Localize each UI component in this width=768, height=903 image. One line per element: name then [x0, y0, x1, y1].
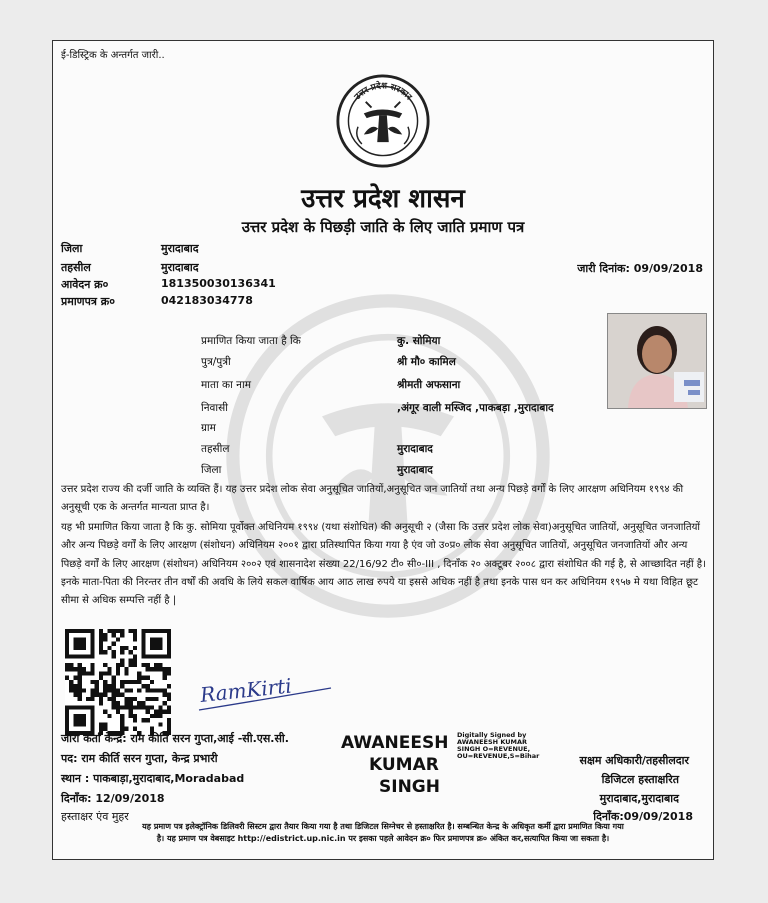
- certificate-number-label: प्रमाणपत्र क्र०: [61, 295, 115, 308]
- application-number-value: 181350030136341: [161, 277, 276, 290]
- resident-address: ,अंगूर वाली मस्जिद ,पाकबड़ा ,मुरादाबाद: [397, 402, 554, 414]
- mother-label: माता का नाम: [201, 379, 251, 391]
- certified-name: कु. सोमिया: [397, 335, 441, 347]
- person-photo-icon: [608, 314, 706, 408]
- issue-date: जारी दिनांक: 09/09/2018: [577, 262, 703, 275]
- issuer-center: जारी कर्ता केन्द्र: राम कीर्ति सरन गुप्ता,आई -सी.एस.सी.: [61, 732, 289, 745]
- digital-sign-detail-2: AWANEESH KUMAR: [457, 738, 528, 746]
- parent-label: पुत्र/पुत्री: [201, 356, 231, 368]
- footer-note: [53, 821, 713, 845]
- authority-place: मुरादाबाद,मुरादाबाद: [599, 792, 679, 805]
- digital-sign-name-line3: SINGH: [379, 777, 440, 797]
- footer-line-2: है। यह प्रमाण पत्र वेबसाइट http://edistrict.up.nic.in पर इसका पहले आवेदन क्र० फिर प्रमाणपत्र क्र० अंकित कर,सत्यापित किया जा सकता है।: [156, 834, 610, 843]
- certified-label: प्रमाणित किया जाता है कि: [201, 335, 301, 347]
- application-number-label: आवेदन क्र०: [61, 278, 109, 291]
- issuer-place: स्थान : पाकबाड़ा,मुरादाबाद,Moradabad: [61, 772, 245, 785]
- tehsil-value: मुरादाबाद: [161, 261, 199, 274]
- qr-code-icon: [65, 629, 171, 735]
- digital-sign-detail-4: OU=REVENUE,S=Bihar: [457, 752, 540, 760]
- digital-sign-detail-1: Digitally Signed by: [457, 731, 527, 739]
- field-district-label: जिला: [201, 464, 222, 476]
- parent-name: श्री मौ० कामिल: [397, 356, 456, 368]
- emblem-text: उत्तर प्रदेश सरकार: [352, 81, 414, 103]
- tehsil-label: तहसील: [61, 261, 91, 274]
- main-title: उत्तर प्रदेश शासन: [301, 184, 465, 214]
- district-value: मुरादाबाद: [161, 242, 199, 255]
- digital-sign-name-line2: KUMAR: [369, 755, 439, 775]
- resident-label: निवासी: [201, 402, 228, 414]
- village-label: ग्राम: [201, 422, 216, 434]
- district-label: जिला: [61, 242, 83, 255]
- issuer-sign-seal: हस्ताक्षर एंव मुहर: [61, 810, 129, 823]
- certificate-document: [52, 40, 714, 860]
- handwritten-signature-icon: [191, 666, 341, 716]
- issuer-post: पद: राम कीर्ति सरन गुप्ता, केन्द्र प्रभारी: [61, 752, 218, 765]
- caste-paragraph: उत्तर प्रदेश राज्य की दर्जी जाति के व्यक्ति हैं। यह उत्तर प्रदेश लोक सेवा अनुसूचित जातियों,अनुसूचित जन जातियों तथा अन्य पिछड़े वर्गों के लिए आरक्षण अधिनियम १९९४ की अनुसूची एक के अन्तर्गत मान्यता प्राप्त है।: [61, 484, 684, 514]
- authority-date: दिनाँक:09/09/2018: [593, 810, 693, 823]
- sub-title: उत्तर प्रदेश के पिछड़ी जाति के लिए जाति प्रमाण पत्र: [241, 218, 525, 236]
- income-paragraph: यह भी प्रमाणित किया जाता है कि कु. सोमिया पूर्वोक्त अधिनियम १९९४ (यथा संशोधित) की अनुसूची २ (जैसा कि उत्तर प्रदेश लोक सेवा)अनुसूचित जातियों, अनुसूचित जनजातियों और अन्य पिछड़े वर्गों के लिए आरक्षण (संशोधन) अधिनियम २००१ द्वारा प्रतिस्थापित किया गया है एंव जो उ०प्र० लोक सेवा अनुसूचित जातियों, अनुसूचित जनजातियों और अन्य पिछड़े वर्गों के लिए आरक्षण (संशोधन) अधिनियम २००२ एवं शासनादेश संख्या 22/16/92 टी० सी०-III , दिनाँक २० अक्टूबर २००८ द्वारा संशोधित की गई है, से आच्छादित नहीं है।इनके माता-पिता की निरन्तर तीन वर्षों की अवधि के लिये सकल वार्षिक आय आठ लाख रुपये या इससे अधिक नहीं है तथा इनके पास धन कर अधिनियम १९५७ मे यथा विहित छूट सीमा से अधिक सम्पत्ति नहीं है |: [61, 522, 706, 607]
- digital-sign-name-line1: AWANEESH: [341, 733, 449, 753]
- issuer-date: दिनाँक: 12/09/2018: [61, 792, 165, 805]
- digital-sign-detail-3: SINGH O=REVENUE,: [457, 745, 531, 753]
- signature-text: RamKirti: [199, 673, 293, 707]
- field-tehsil-label: तहसील: [201, 443, 230, 455]
- up-government-emblem-icon: [335, 73, 431, 169]
- mother-name: श्रीमती अफसाना: [397, 379, 461, 391]
- footer-line-1: यह प्रमाण पत्र इलेक्ट्रॉनिक डिलिवरी सिस्टम द्वारा तैयार किया गया है तथा डिजिटल सिग्नेचर से हस्ताक्षरित है। सम्बन्धित केन्द्र के अधिकृत कर्मी द्वारा प्रमाणित किया गया: [142, 822, 624, 831]
- applicant-photo: [607, 313, 707, 409]
- field-district-value: मुरादाबाद: [397, 464, 433, 476]
- authority-digital: डिजिटल हस्ताक्षरित: [601, 773, 679, 786]
- authority-title: सक्षम अधिकारी/तहसीलदार: [579, 754, 689, 767]
- top-note: ई-डिस्ट्रिक के अन्तर्गत जारी..: [61, 50, 165, 61]
- field-tehsil-value: मुरादाबाद: [397, 443, 433, 455]
- certificate-number-value: 042183034778: [161, 294, 253, 307]
